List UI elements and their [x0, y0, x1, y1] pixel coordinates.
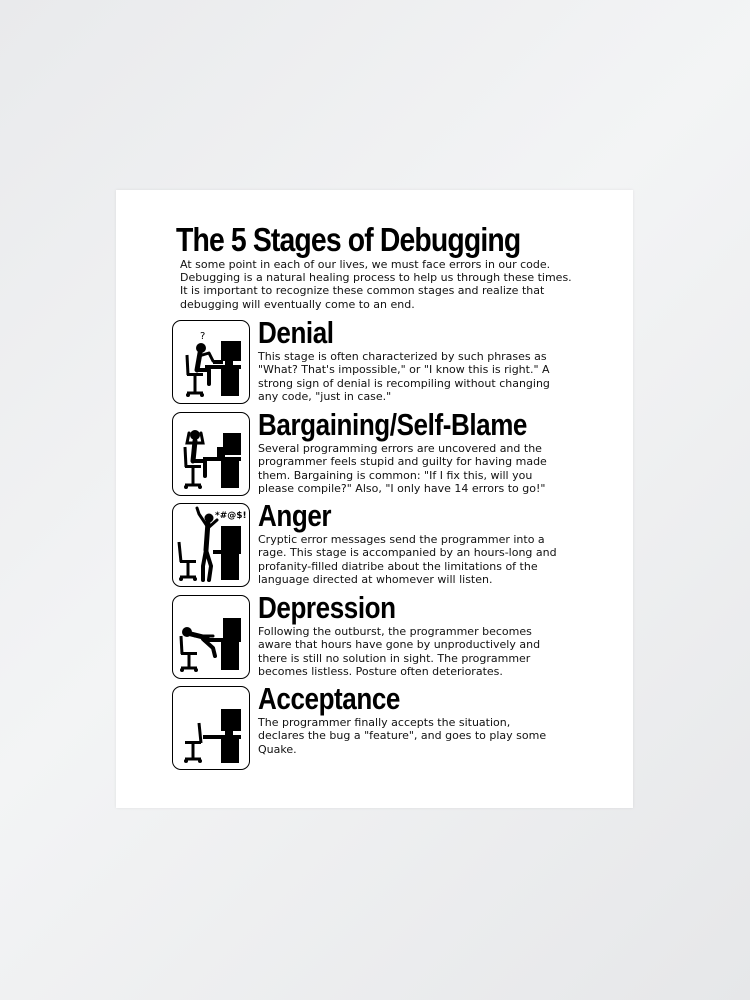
head-in-hands-programmer-icon: [172, 412, 250, 496]
stage-acceptance: [172, 681, 612, 772]
poster-title: The 5 Stages of Debugging: [176, 221, 521, 258]
stage-title-denial: Denial: [258, 315, 334, 350]
icon-mark-swearing: *#@$!: [215, 511, 247, 521]
empty-chair-icon: [172, 686, 250, 770]
slumped-programmer-icon: [172, 595, 250, 679]
stage-text-denial: This stage is often characterized by such phrases as "What? That's impossible," or "I know this is right." A strong sign of denial is recompiling without changing any code, "just in case.": [258, 350, 550, 404]
stage-denial: [172, 315, 612, 406]
stage-text-anger: Cryptic error messages send the programmer into a rage. This stage is accompanied by an hours-long and profanity-filled diatribe about the limitations of the language directed at whomever will listen.: [258, 533, 557, 587]
angry-programmer-icon: [172, 503, 250, 587]
stage-title-bargaining: Bargaining/Self-Blame: [258, 407, 528, 442]
poster-intro: At some point in each of our lives, we must face errors in our code. Debugging is a natural healing process to help us through these times. It is important to recognize these common stages and realize that debugging will eventually come to an end.: [180, 258, 572, 311]
stage-bargaining: [172, 407, 612, 498]
stage-text-bargaining: Several programming errors are uncovered and the programmer feels stupid and guilty for having made them. Bargaining is common: "If I fix this, will you please compile?" Also, "I only have 14 errors to go!": [258, 442, 547, 496]
stage-text-acceptance: The programmer finally accepts the situation, declares the bug a "feature", and goes to play some Quake.: [258, 716, 547, 756]
stage-text-depression: Following the outburst, the programmer becomes aware that hours have gone by unproductively and there is still no solution in sight. The programmer becomes listless. Posture often deteriorates.: [258, 625, 541, 679]
stage-depression: [172, 590, 612, 681]
icon-mark-question: ?: [200, 331, 206, 342]
poster: [116, 190, 633, 808]
stage-title-anger: Anger: [258, 498, 332, 533]
stage-anger: [172, 498, 612, 589]
confused-programmer-icon: [172, 320, 250, 404]
stage-title-depression: Depression: [258, 590, 396, 625]
stage-title-acceptance: Acceptance: [258, 681, 400, 716]
